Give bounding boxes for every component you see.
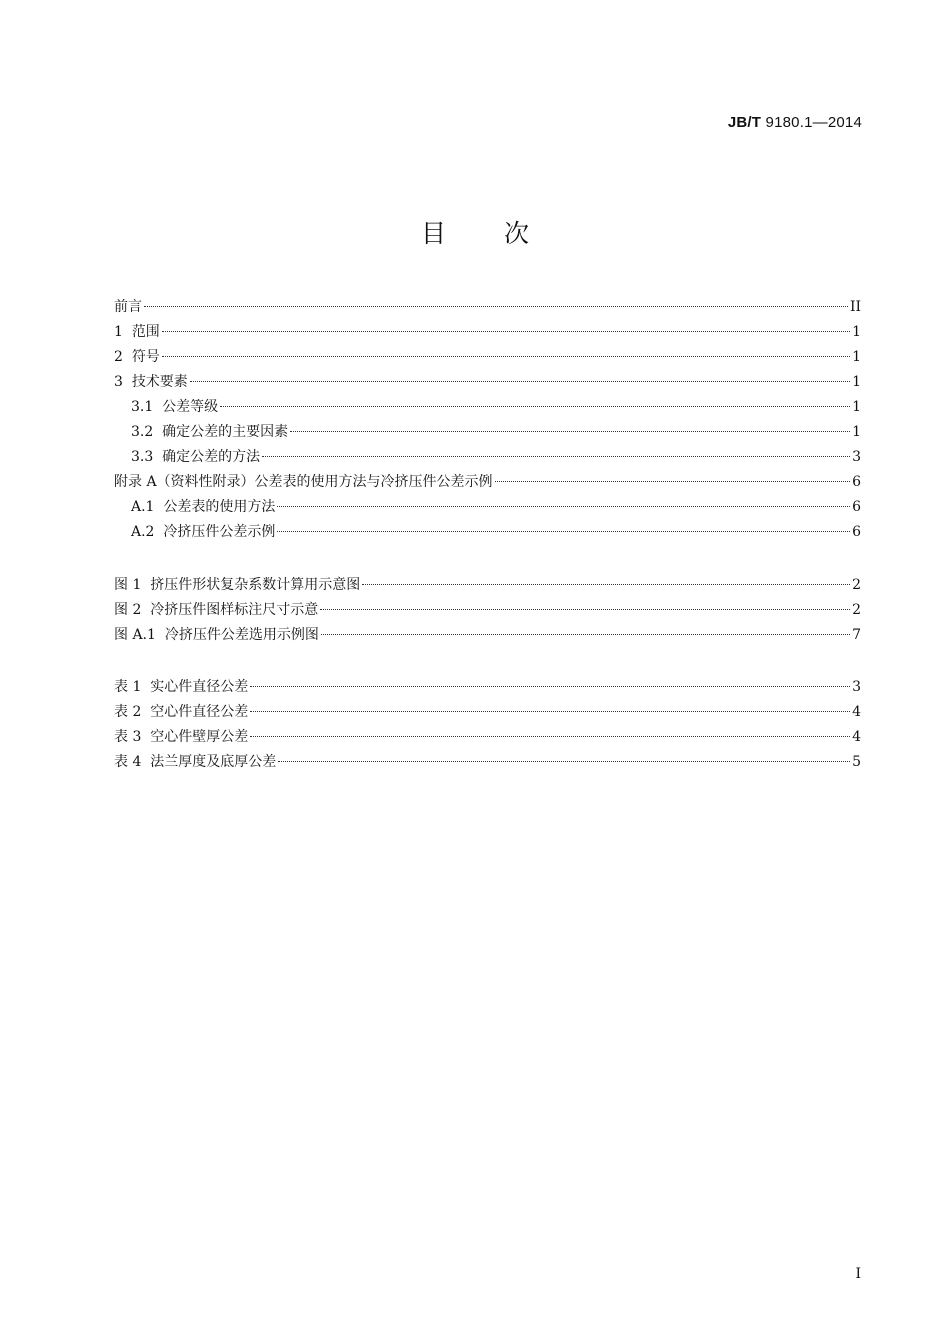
- toc-entry-page: 1: [852, 424, 861, 440]
- toc-dot-leader: [320, 609, 850, 610]
- toc-dot-leader: [495, 481, 851, 482]
- toc-dot-leader: [321, 634, 850, 635]
- toc-entry-page: 5: [852, 754, 861, 770]
- toc-entry-page: 1: [852, 399, 861, 415]
- toc-entry-label: 范围: [131, 324, 160, 340]
- toc-entry-label: 前言: [114, 299, 142, 315]
- toc-entry-page: 4: [852, 729, 861, 745]
- toc-entry[interactable]: [114, 520, 861, 545]
- toc-entry-page: 6: [852, 524, 861, 540]
- toc-entry-number: 3: [114, 374, 132, 390]
- toc-entry[interactable]: [114, 295, 861, 320]
- toc-entry[interactable]: [114, 700, 861, 725]
- toc-entry-label: 附录 A（资料性附录）公差表的使用方法与冷挤压件公差示例: [114, 474, 493, 490]
- toc-entry-label: 冷挤压件公差选用示例图: [164, 627, 319, 643]
- toc-entry-page: 1: [852, 349, 861, 365]
- toc-entry[interactable]: [114, 598, 861, 623]
- toc-entry-number: 2: [114, 349, 132, 365]
- toc-entry-page: 4: [852, 704, 861, 720]
- toc-dot-leader: [250, 736, 850, 737]
- toc-entry-number: 表 2: [114, 704, 151, 720]
- toc-entry-label: 符号: [131, 349, 160, 365]
- toc-entry-label: 挤压件形状复杂系数计算用示意图: [150, 577, 361, 593]
- toc-entry[interactable]: [114, 495, 861, 520]
- toc-entry-label: 实心件直径公差: [150, 679, 249, 695]
- toc-entry-number: 图 2: [114, 602, 151, 618]
- toc-entry[interactable]: [114, 395, 861, 420]
- toc-entry-page: 7: [852, 627, 861, 643]
- toc-dot-leader: [144, 306, 848, 307]
- toc-entry-page: 1: [852, 374, 861, 390]
- toc-entry[interactable]: [114, 725, 861, 750]
- page-number: I: [855, 1266, 861, 1282]
- toc-sections: [114, 295, 861, 545]
- toc-entry-label: 冷挤压件公差示例: [163, 524, 276, 540]
- toc-entry-number: 图 A.1: [114, 627, 165, 643]
- toc-entry-label: 空心件直径公差: [150, 704, 249, 720]
- toc-dot-leader: [162, 356, 850, 357]
- toc-dot-leader: [220, 406, 850, 407]
- toc-entry-page: 3: [852, 679, 861, 695]
- toc-dot-leader: [278, 761, 850, 762]
- toc-entry-page: 6: [852, 474, 861, 490]
- toc-entry-label: 技术要素: [131, 374, 188, 390]
- toc-dot-leader: [362, 584, 850, 585]
- toc-dot-leader: [190, 381, 850, 382]
- toc-entry-number: 1: [114, 324, 132, 340]
- page-title: 目次: [420, 219, 587, 248]
- toc-figures: [114, 573, 861, 648]
- toc-entry[interactable]: [114, 370, 861, 395]
- toc-entry-page: 6: [852, 499, 861, 515]
- toc-entry[interactable]: [114, 320, 861, 345]
- toc-entry[interactable]: [114, 750, 861, 775]
- toc-entry-number: 表 1: [114, 679, 151, 695]
- toc-entry[interactable]: [114, 470, 861, 495]
- toc-entry-number: 表 4: [114, 754, 151, 770]
- standard-number-prefix: JB/T: [727, 114, 762, 131]
- toc-entry-page: II: [849, 299, 861, 315]
- toc-tables: [114, 675, 861, 775]
- toc-entry[interactable]: [114, 445, 861, 470]
- toc-entry-number: 图 1: [114, 577, 151, 593]
- toc-entry[interactable]: [114, 573, 861, 598]
- toc-entry-label: 法兰厚度及底厚公差: [150, 754, 277, 770]
- toc-dot-leader: [277, 531, 850, 532]
- toc-entry-number: A.2: [131, 524, 164, 540]
- toc-entry-label: 冷挤压件图样标注尺寸示意: [150, 602, 319, 618]
- toc-entry[interactable]: [114, 420, 861, 445]
- toc-entry-number: A.1: [131, 499, 164, 515]
- standard-number-rest: 9180.1—2014: [761, 114, 862, 131]
- toc-entry[interactable]: [114, 345, 861, 370]
- toc-entry-page: 3: [852, 449, 861, 465]
- toc-entry-label: 空心件壁厚公差: [150, 729, 249, 745]
- toc-dot-leader: [277, 506, 850, 507]
- toc-entry-number: 3.2: [131, 424, 163, 440]
- toc-entry-label: 确定公差的主要因素: [162, 424, 289, 440]
- toc-dot-leader: [290, 431, 850, 432]
- toc-dot-leader: [162, 331, 850, 332]
- toc-dot-leader: [250, 686, 850, 687]
- toc-entry-number: 表 3: [114, 729, 151, 745]
- toc-entry-label: 公差表的使用方法: [163, 499, 276, 515]
- toc-entry-label: 公差等级: [162, 399, 219, 415]
- toc-entry-page: 2: [852, 602, 861, 618]
- toc-entry-page: 2: [852, 577, 861, 593]
- toc-entry[interactable]: [114, 675, 861, 700]
- standard-number: [728, 114, 862, 131]
- toc-entry-number: 3.3: [131, 449, 163, 465]
- toc-dot-leader: [262, 456, 850, 457]
- toc-entry-label: 确定公差的方法: [162, 449, 261, 465]
- toc-entry-number: 3.1: [131, 399, 163, 415]
- toc-entry[interactable]: [114, 623, 861, 648]
- toc-entry-page: 1: [852, 324, 861, 340]
- toc-dot-leader: [250, 711, 850, 712]
